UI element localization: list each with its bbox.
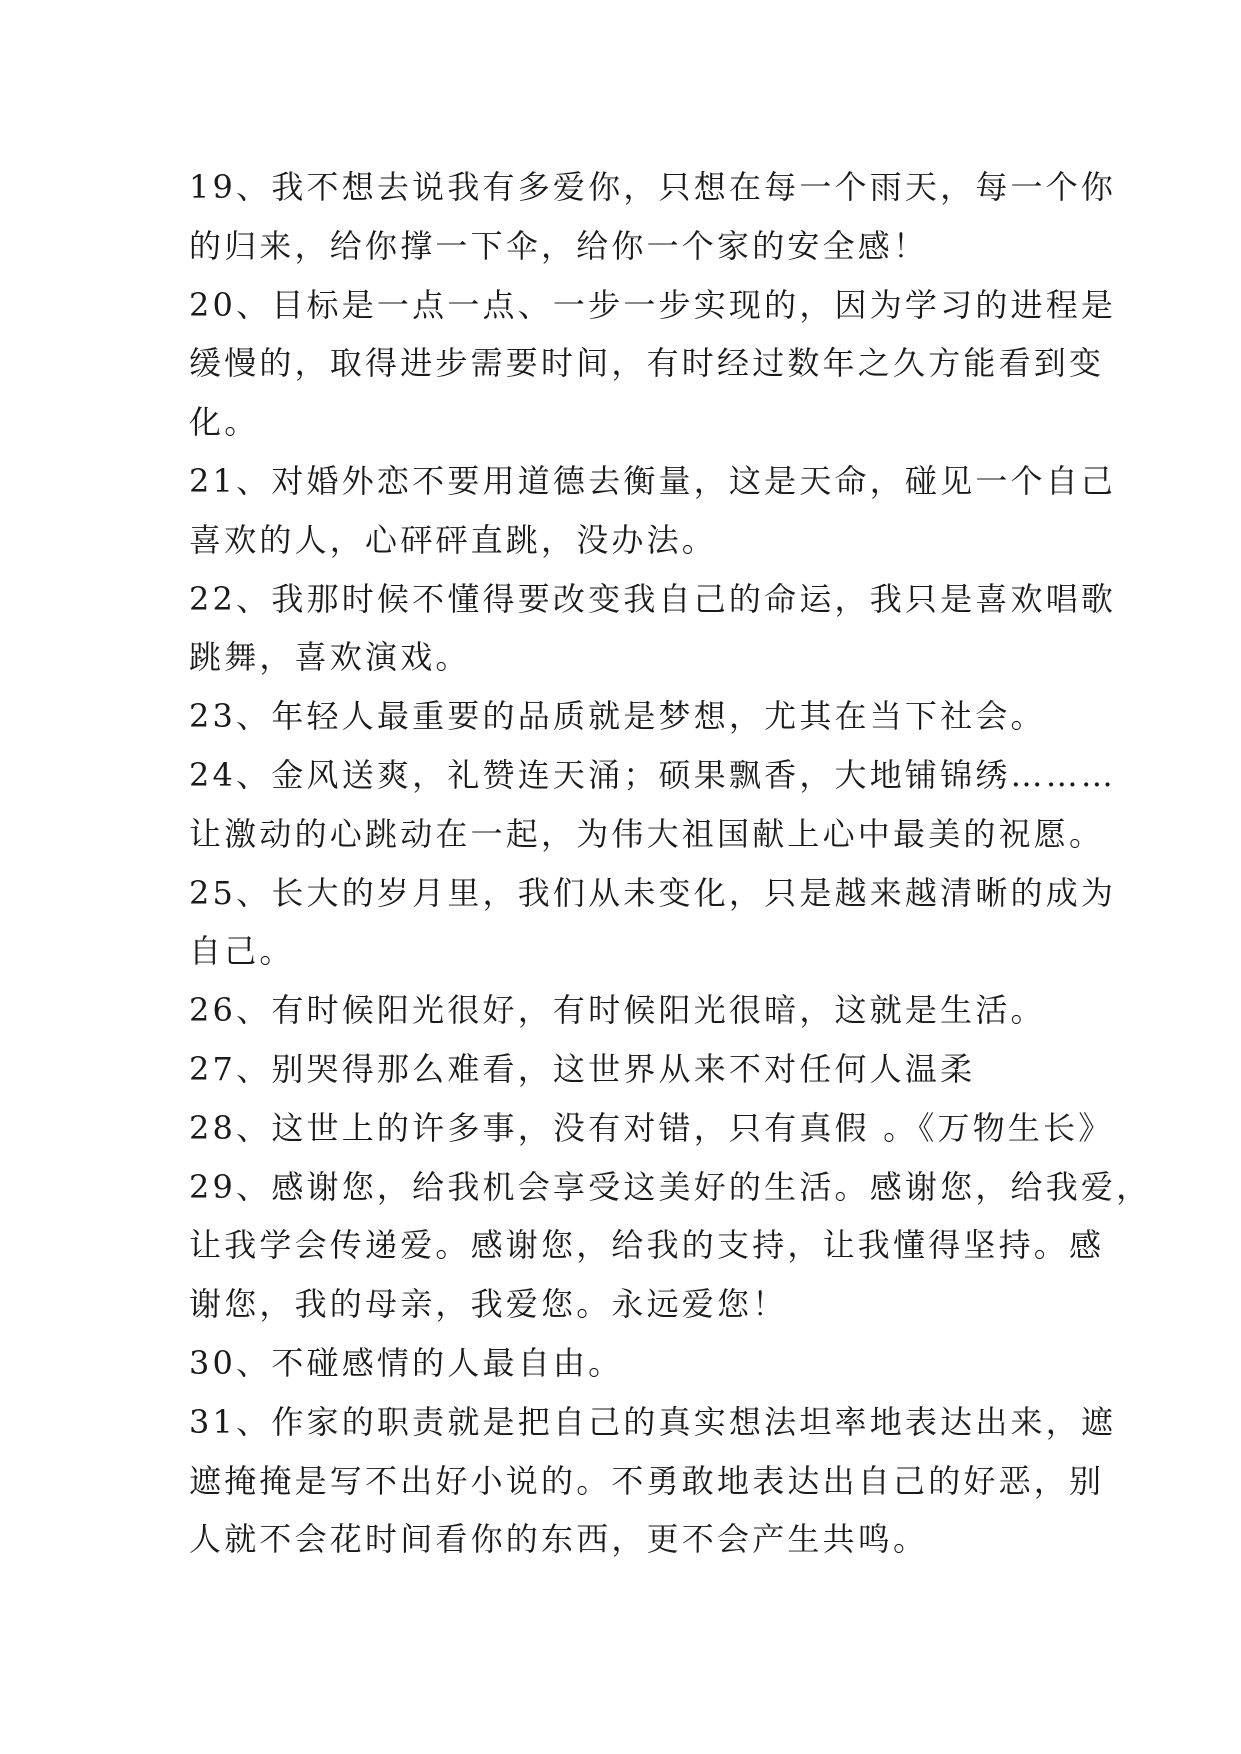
document-body — [189, 158, 1152, 1569]
text-line: 25、长大的岁月里，我们从未变化，只是越来越清晰的成为 — [189, 873, 1117, 912]
text-line: 19、我不想去说我有多爱你，只想在每一个雨天，每一个你 — [189, 168, 1117, 206]
text-line: 26、有时候阳光很好，有时候阳光很暗，这就是生活。 — [189, 991, 1046, 1030]
text-line: 的归来，给你撑一下伞，给你一个家的安全感！ — [189, 226, 929, 265]
text-line: 遮掩掩是写不出好小说的。不勇敢地表达出自己的好恶，别 — [189, 1461, 1105, 1500]
text-line: 27、别哭得那么难看，这世界从来不对任何人温柔 — [189, 1049, 976, 1088]
text-line: 21、对婚外恋不要用道德去衡量，这是天命，碰见一个自己 — [189, 461, 1117, 500]
text-line: 自己。 — [189, 932, 295, 971]
text-line: 缓慢的，取得进步需要时间，有时经过数年之久方能看到变 — [189, 344, 1105, 383]
text-line: 23、年轻人最重要的品质就是梦想，尤其在当下社会。 — [189, 697, 1046, 736]
text-line: 让我学会传递爱。感谢您，给我的支持，让我懂得坚持。感 — [189, 1226, 1105, 1265]
text-line: 喜欢的人，心砰砰直跳，没办法。 — [189, 520, 718, 559]
text-line: 30、不碰感情的人最自由。 — [189, 1343, 624, 1382]
text-line: 谢您，我的母亲，我爱您。永远爱您！ — [189, 1285, 788, 1324]
text-line: 24、金风送爽，礼赞连天涌；硕果飘香，大地铺锦绣……… — [189, 755, 1117, 794]
text-line: 29、感谢您，给我机会享受这美好的生活。感谢您，给我爱， — [189, 1167, 1152, 1206]
text-line: 让激动的心跳动在一起，为伟大祖国献上心中最美的祝愿。 — [189, 814, 1105, 853]
text-line: 31、作家的职责就是把自己的真实想法坦率地表达出来，遮 — [189, 1402, 1117, 1441]
text-line: 22、我那时候不懂得要改变我自己的命运，我只是喜欢唱歌 — [189, 579, 1117, 618]
text-line: 化。 — [189, 403, 260, 442]
text-line: 跳舞，喜欢演戏。 — [189, 638, 471, 677]
text-line: 人就不会花时间看你的东西，更不会产生共鸣。 — [189, 1520, 929, 1559]
text-line: 20、目标是一点一点、一步一步实现的，因为学习的进程是 — [189, 285, 1117, 324]
text-line: 28、这世上的许多事，没有对错，只有真假 。《万物生长》 — [189, 1108, 1114, 1147]
